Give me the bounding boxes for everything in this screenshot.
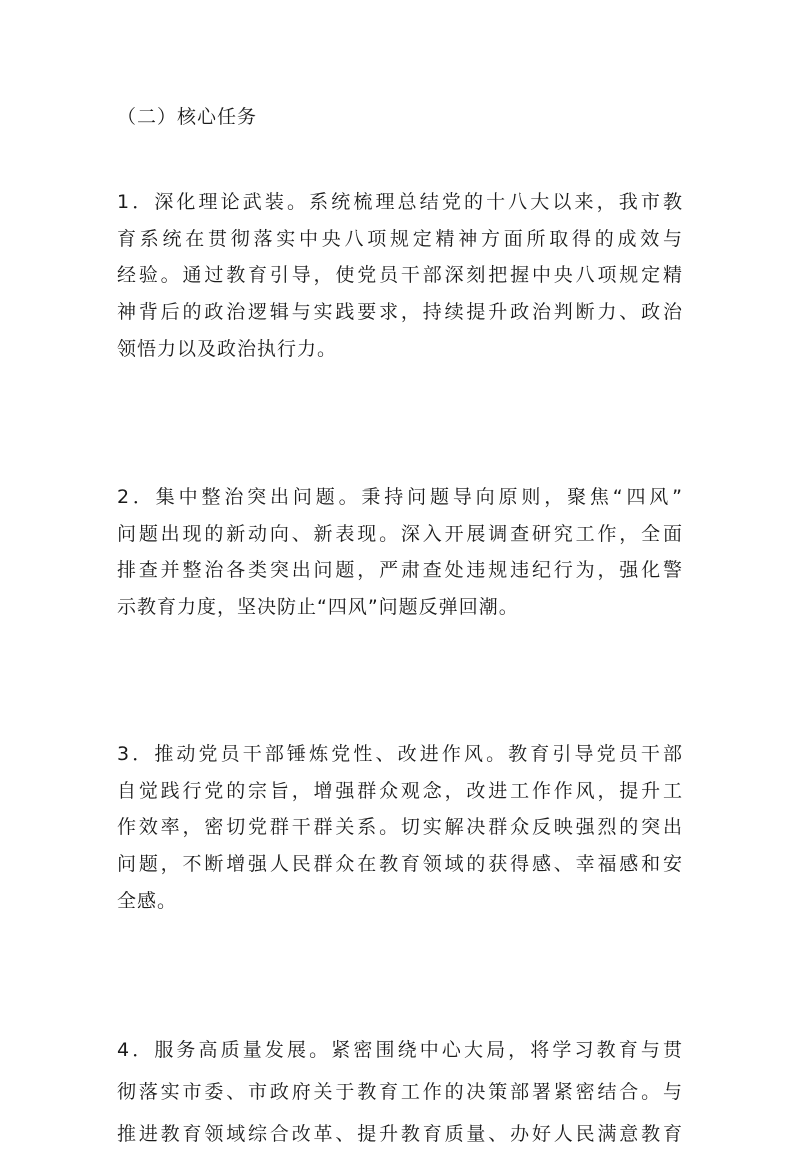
paragraph-line: 4．服务高质量发展。紧密围绕中心大局，将学习教育与贯 (117, 1039, 682, 1061)
paragraph-line: 彻落实市委、市政府关于教育工作的决策部署紧密结合。与 (117, 1081, 682, 1103)
paragraph-line: 神背后的政治逻辑与实践要求，持续提升政治判断力、政治 (117, 301, 682, 324)
paragraph-line: 育系统在贯彻落实中央八项规定精神方面所取得的成效与 (117, 227, 682, 250)
paragraph-line: 示教育力度，坚决防止“四风”问题反弹回潮。 (117, 596, 519, 619)
paragraph-line: 问题，不断增强人民群众在教育领域的获得感、幸福感和安 (117, 853, 682, 876)
paragraph-line: 2．集中整治突出问题。秉持问题导向原则，聚焦“四风” (117, 486, 682, 508)
paragraph-line: 经验。通过教育引导，使党员干部深刻把握中央八项规定精 (117, 264, 682, 287)
paragraph-line: 推进教育领域综合改革、提升教育质量、办好人民满意教育 (117, 1123, 682, 1145)
paragraph-line: 作效率，密切党群干群关系。切实解决群众反映强烈的突出 (117, 816, 682, 839)
paragraph-3 (117, 736, 682, 919)
section-heading: （二）核心任务 (117, 106, 258, 128)
paragraph-line: 自觉践行党的宗旨，增强群众观念，改进工作作风，提升工 (117, 779, 682, 802)
paragraph-line: 全感。 (117, 889, 178, 912)
paragraph-line: 问题出现的新动向、新表现。深入开展调查研究工作，全面 (117, 522, 682, 545)
paragraph-line: 3．推动党员干部锤炼党性、改进作风。教育引导党员干部 (117, 743, 682, 765)
paragraph-4 (117, 1029, 682, 1155)
paragraph-line: 排查并整治各类突出问题，严肃查处违规违纪行为，强化警 (117, 559, 682, 582)
paragraph-2 (117, 479, 682, 626)
paragraph-1 (117, 184, 682, 367)
paragraph-line: 领悟力以及政治执行力。 (117, 337, 338, 360)
paragraph-line: 1．深化理论武装。系统梳理总结党的十八大以来，我市教 (117, 191, 682, 213)
